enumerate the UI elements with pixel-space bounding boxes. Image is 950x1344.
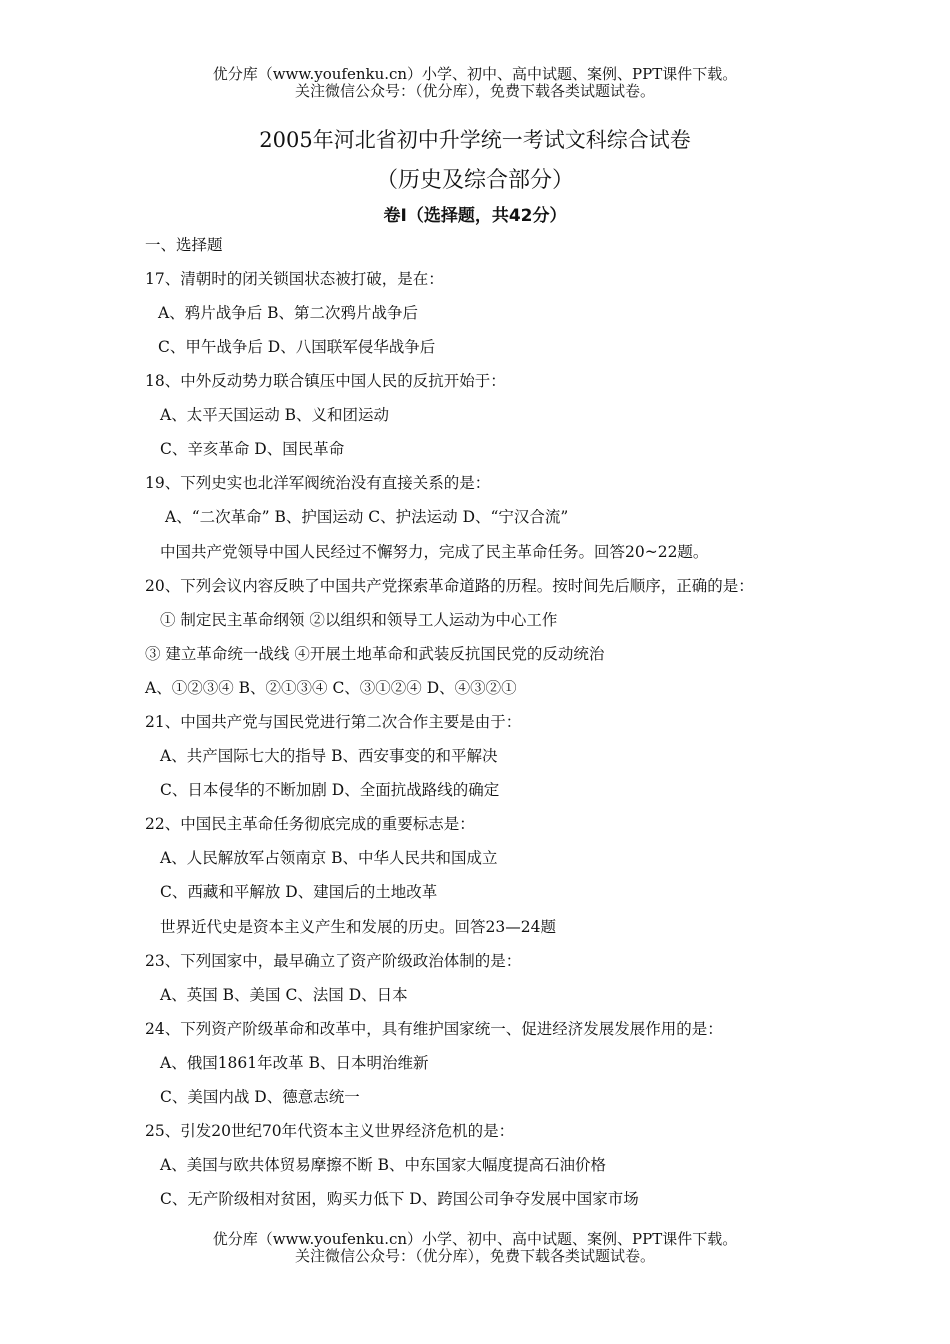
question-23-options: A、英国 B、美国 C、法国 D、日本 [160,986,408,1004]
question-18-options-ab: A、太平天国运动 B、义和团运动 [160,406,390,424]
question-17: 17、清朝时的闭关锁国状态被打破，是在： [145,270,444,288]
section-label: 一、选择题 [145,236,223,254]
footer-line-1: 优分库（www.youfenku.cn）小学、初中、高中试题、案例、PPT课件下载。 [212,1230,738,1248]
exam-title: 2005年河北省初中升学统一考试文科综合试卷 [259,128,691,152]
question-22-options-cd: C、西藏和平解放 D、建国后的土地改革 [160,883,438,901]
page-header [0,66,950,100]
section-heading: 卷Ⅰ（选择题，共42分） [383,206,567,226]
question-21-options-cd: C、日本侵华的不断加剧 D、全面抗战路线的确定 [160,781,500,799]
question-20-items-34: ③ 建立革命统一战线 ④开展土地革命和武装反抗国民党的反动统治 [145,645,605,663]
question-20-items-12: ① 制定民主革命纲领 ②以组织和领导工人运动为中心工作 [160,611,558,629]
question-22-options-ab: A、人民解放军占领南京 B、中华人民共和国成立 [160,849,498,867]
question-24-options-ab: A、俄国1861年改革 B、日本明治维新 [160,1054,429,1072]
question-25-options-ab: A、美国与欧共体贸易摩擦不断 B、中东国家大幅度提高石油价格 [160,1156,607,1174]
question-17-options-cd: C、甲午战争后 D、八国联军侵华战争后 [158,338,436,356]
question-21: 21、中国共产党与国民党进行第二次合作主要是由于： [145,713,522,731]
exam-subtitle: （历史及综合部分） [375,168,574,193]
header-line-1: 优分库（www.youfenku.cn）小学、初中、高中试题、案例、PPT课件下载。 [212,65,738,83]
page-footer [0,1231,950,1265]
question-25-options-cd: C、无产阶级相对贫困，购买力低下 D、跨国公司争夺发展中国家市场 [160,1190,639,1208]
question-18: 18、中外反动势力联合镇压中国人民的反抗开始于： [145,372,506,390]
question-24-options-cd: C、美国内战 D、德意志统一 [160,1088,360,1106]
passage-23-24: 世界近代史是资本主义产生和发展的历史。回答23—24题 [160,918,556,936]
passage-20-22: 中国共产党领导中国人民经过不懈努力，完成了民主革命任务。回答20~22题。 [160,543,709,561]
footer-line-2: 关注微信公众号：（优分库），免费下载各类试题试卷。 [294,1247,655,1265]
question-19: 19、下列史实也北洋军阀统治没有直接关系的是： [145,474,491,492]
question-17-options-ab: A、鸦片战争后 B、第二次鸦片战争后 [158,304,419,322]
question-23: 23、下列国家中，最早确立了资产阶级政治体制的是： [145,952,522,970]
question-22: 22、中国民主革命任务彻底完成的重要标志是： [145,815,475,833]
question-20-options: A、①②③④ B、②①③④ C、③①②④ D、④③②① [145,679,517,697]
question-19-options: A、“二次革命” B、护国运动 C、护法运动 D、“宁汉合流” [165,508,569,526]
question-25: 25、引发20世纪70年代资本主义世界经济危机的是： [145,1122,515,1140]
question-21-options-ab: A、共产国际七大的指导 B、西安事变的和平解决 [160,747,498,765]
question-24: 24、下列资产阶级革命和改革中，具有维护国家统一、促进经济发展发展作用的是： [145,1020,723,1038]
question-20: 20、下列会议内容反映了中国共产党探索革命道路的历程。按时间先后顺序，正确的是： [145,577,754,595]
question-18-options-cd: C、辛亥革命 D、国民革命 [160,440,345,458]
header-line-2: 关注微信公众号：（优分库），免费下载各类试题试卷。 [294,82,655,100]
